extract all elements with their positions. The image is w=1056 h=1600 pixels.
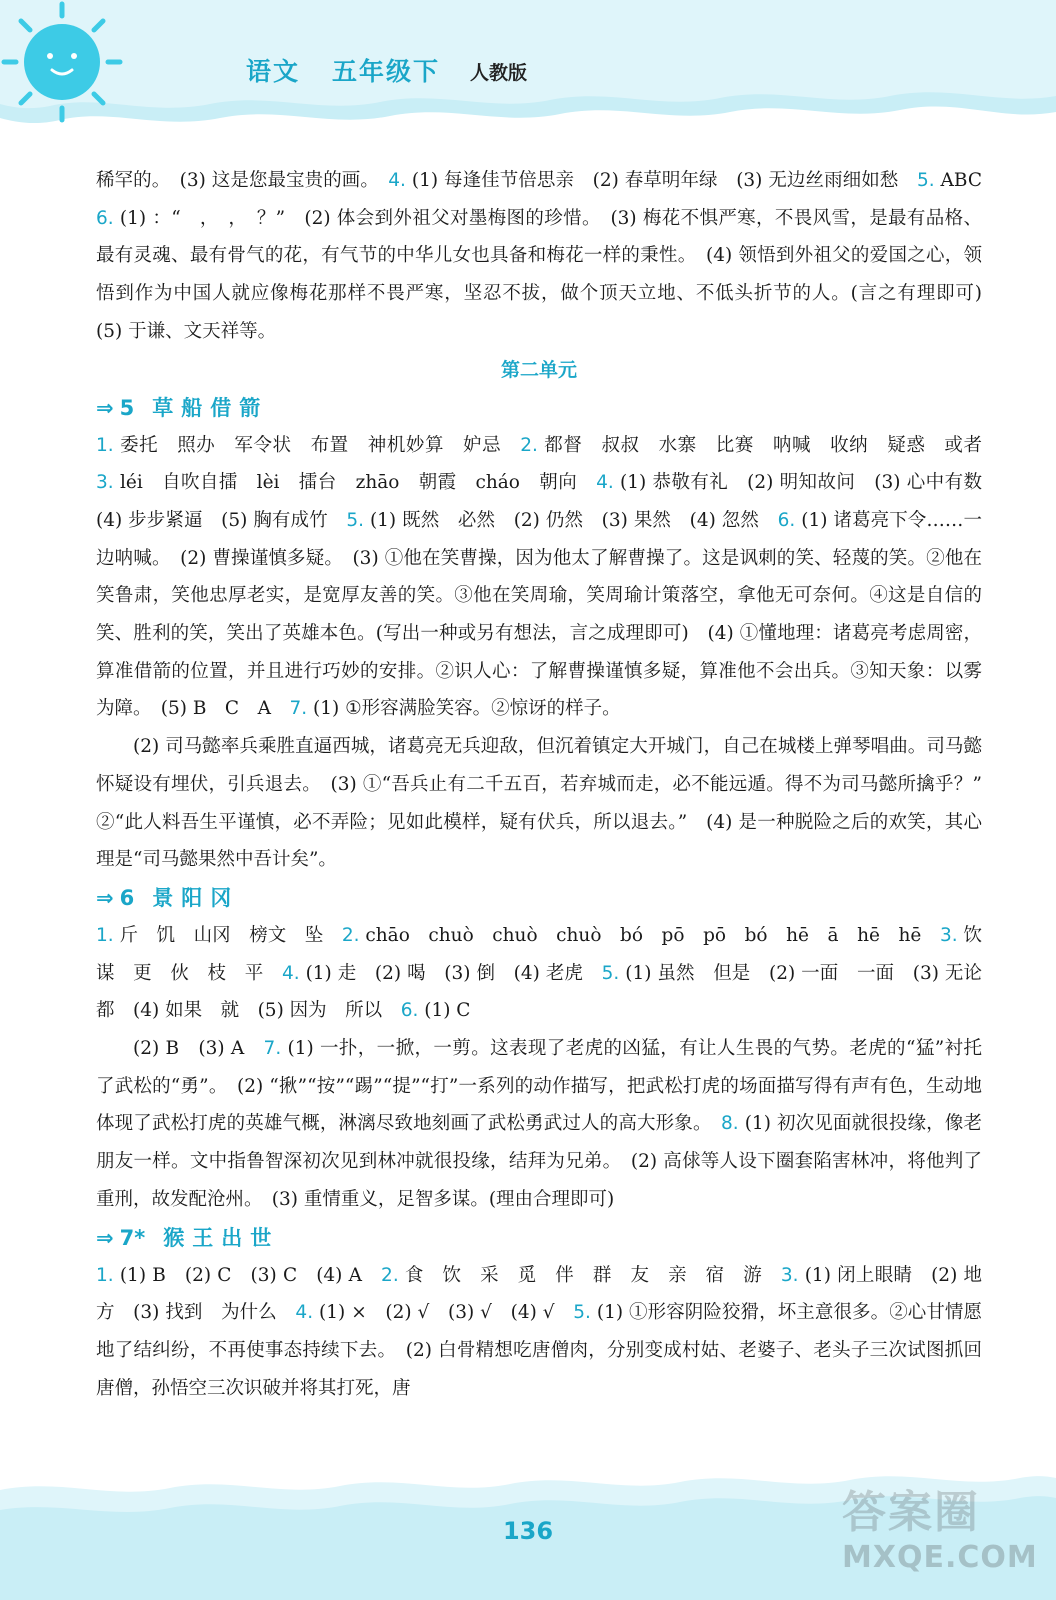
answer-text: (2) B (3) A xyxy=(133,1038,264,1060)
question-number: 4. xyxy=(596,472,614,494)
answer-text: chāo chuò chuò chuò bó pō pō bó hē ā hē hē xyxy=(359,924,940,946)
arrow-icon: ⇒ xyxy=(96,885,114,910)
answer-text: 食 饮 采 觅 伴 群 友 亲 宿 游 xyxy=(398,1264,781,1286)
question-number: 3. xyxy=(96,472,114,494)
answer-text: (1) ①形容阴险狡猾，坏主意很多。②心甘情愿地了结纠纷，不再使事态持续下去。 (2) 白骨精想吃唐僧肉，分别变成村姑、老婆子、老头子三次试图抓回唐僧，孙悟空三次识破并将其打死，唐 xyxy=(96,1302,983,1399)
answer-paragraph: (2) 司马懿率兵乘胜直逼西城，诸葛亮无兵迎敌，但沉着镇定大开城门，自己在城楼上弹琴唱曲。司马懿怀疑设有埋伏，引兵退去。 (3) ①“吾兵止有二千五百，若弃城而走，必不能远遁。得不为司马懿所擒乎？” ②“此人料吾生平谨慎，必不弄险；见如此模样，疑有伏兵，所以退去。” (4) 是一种脱险之后的欢笑，其心理是“司马懿果然中吾计矣”。 xyxy=(96,736,1001,871)
answer-text: ABC xyxy=(934,170,1001,191)
question-number: 1. xyxy=(96,1264,114,1286)
answer-text: (1) × (2) √ (3) √ (4) √ xyxy=(313,1302,574,1324)
answer-text: léi 自吹自擂 lèi 擂台 zhāo 朝霞 cháo 朝向 xyxy=(113,472,597,494)
answer-text: (1) 虽然 但是 (2) 一面 一面 (3) 无论 都 (4) 如果 就 (5) 因为 所以 xyxy=(96,962,1001,1022)
question-number: 4. xyxy=(281,962,300,984)
answer-text: 斤 饥 山冈 榜文 坠 xyxy=(113,924,342,946)
answer-paragraph xyxy=(96,917,1001,1030)
answer-text: (1) 既然 必然 (2) 仍然 (3) 果然 (4) 忽然 xyxy=(363,509,778,531)
question-number: 4. xyxy=(295,1302,314,1324)
question-number: 4. xyxy=(388,170,406,191)
question-number: 7. xyxy=(289,698,308,720)
answer-text: (1) 诸葛亮下令……一边呐喊。 (2) 曹操谨慎多疑。 (3) ①他在笑曹操，因为他太了解曹操了。这是讽刺的笑、轻蔑的笑。②他在笑鲁肃，笑他忠厚老实，是宽厚友善的笑。③他在笑周瑜，笑周瑜计策落空，拿他无可奈何。④这是自信的笑、胜利的笑，笑出了英雄本色。(写出一种或另有想法，言之成理即可) (4) ①懂地理：诸葛亮考虑周密，算准借箭的位置，并且进行巧妙的安排。②识人心：了解曹操谨慎多疑，算准他不会出兵。③知天象：以雾为障。 (5) B C A xyxy=(96,509,982,720)
header-subject: 语文 xyxy=(246,57,301,86)
answer-text: 饮 谋 更 伙 枝 平 xyxy=(96,924,1001,984)
answer-text: (1) B (2) C (3) C (4) A xyxy=(113,1264,382,1286)
question-number: 5. xyxy=(601,962,620,984)
answer-paragraph xyxy=(96,1030,982,1219)
answer-paragraph xyxy=(96,162,1001,351)
question-number: 5. xyxy=(346,509,364,531)
question-number: 1. xyxy=(96,924,114,946)
lesson-number: 7* xyxy=(119,1225,146,1250)
question-number: 2. xyxy=(341,924,360,946)
lesson-title: 草船借箭 xyxy=(152,395,269,420)
answer-text: (1) ①形容满脸笑容。②惊讶的样子。 xyxy=(307,698,621,720)
question-number: 5. xyxy=(573,1302,591,1324)
question-number: 8. xyxy=(721,1113,739,1135)
question-number: 6. xyxy=(96,207,114,229)
watermark-url: MXQE.COM xyxy=(842,1540,1038,1575)
answer-text: 稀罕的。 (3) 这是您最宝贵的画。 xyxy=(96,170,389,191)
answer-text: (1) 走 (2) 喝 (3) 倒 (4) 老虎 xyxy=(299,962,602,984)
watermark-logo: 答案圈 xyxy=(842,1487,980,1538)
question-number: 2. xyxy=(520,434,538,456)
lesson-number: 6 xyxy=(119,885,135,910)
answer-text: (1) 初次见面就很投缘，像老朋友一样。文中指鲁智深初次见到林冲就很投缘，结拜为兄弟。 (2) 高俅等人设下圈套陷害林冲，将他判了重刑，故发配沧州。 (3) 重情重义，足智多谋。(理由合理即可) xyxy=(96,1113,982,1210)
answer-text: (1) 每逢佳节倍思亲 (2) 春草明年绿 (3) 无边丝雨细如愁 xyxy=(405,170,917,191)
question-number: 2. xyxy=(381,1264,399,1286)
answer-text: 都督 叔叔 水寨 比赛 呐喊 收纳 疑惑 或者 xyxy=(537,434,1001,456)
answer-text: (1) 一扑，一掀，一剪。这表现了老虎的凶猛，有让人生畏的气势。老虎的“猛”衬托了武松的“勇”。 (2) “揪”“按”“踢”“提”“打”一系列的动作描写，把武松打虎的场面描写得有声有色，生动地体现了武松打虎的英雄气概，淋漓尽致地刻画了武松勇武过人的高大形象。 xyxy=(96,1038,982,1135)
header-band-graphic xyxy=(0,0,1056,150)
question-number: 7. xyxy=(263,1038,282,1060)
answer-paragraph xyxy=(96,427,1001,729)
arrow-icon: ⇒ xyxy=(96,1225,114,1250)
answer-text: (1) ：“ ， ， ？” (2) 体会到外祖父对墨梅图的珍惜。 (3) 梅花不惧严寒，不畏风雪，是最有品格、最有灵魂、最有骨气的花，有气节的中华儿女也具备和梅花一样的秉性。 (4) 领悟到外祖父的爱国之心，领悟到作为中国人就应像梅花那样不畏严寒，坚忍不拔，做个顶天立地、不低头折节的人。(言之有理即可) (5) 于谦、文天祥等。 xyxy=(96,207,1001,342)
answer-content xyxy=(96,162,1001,1407)
lesson-title: 景阳冈 xyxy=(152,885,240,910)
lesson-heading-6 xyxy=(96,879,982,917)
header-edition: 人教版 xyxy=(470,62,528,84)
question-number: 3. xyxy=(780,1264,799,1286)
unit-title: 第二单元 xyxy=(500,358,577,381)
answer-text: (1) 闭上眼睛 (2) 地方 (3) 找到 为什么 xyxy=(96,1264,982,1324)
lesson-heading-7 xyxy=(96,1219,982,1257)
question-number: 5. xyxy=(916,170,935,191)
arrow-icon: ⇒ xyxy=(96,395,114,420)
answer-paragraph xyxy=(96,1257,982,1408)
page-number: 136 xyxy=(502,1517,554,1545)
lesson-number: 5 xyxy=(119,395,135,420)
question-number: 3. xyxy=(939,924,958,946)
question-number: 1. xyxy=(96,434,114,456)
answer-text: 委托 照办 军令状 布置 神机妙算 妒忌 xyxy=(113,434,521,456)
sun-logo-icon xyxy=(0,0,124,124)
answer-text: (1) 恭敬有礼 (2) 明知故问 (3) 心中有数 (4) 步步紧逼 (5) 胸有成竹 xyxy=(96,472,1001,531)
lesson-title: 猴王出世 xyxy=(163,1225,280,1250)
question-number: 6. xyxy=(400,1000,419,1022)
answer-text: (1) C xyxy=(418,1000,471,1022)
lesson-heading-5 xyxy=(96,389,982,427)
question-number: 6. xyxy=(777,509,796,531)
header-grade: 五年级下 xyxy=(332,57,441,86)
page-header xyxy=(0,0,1056,150)
